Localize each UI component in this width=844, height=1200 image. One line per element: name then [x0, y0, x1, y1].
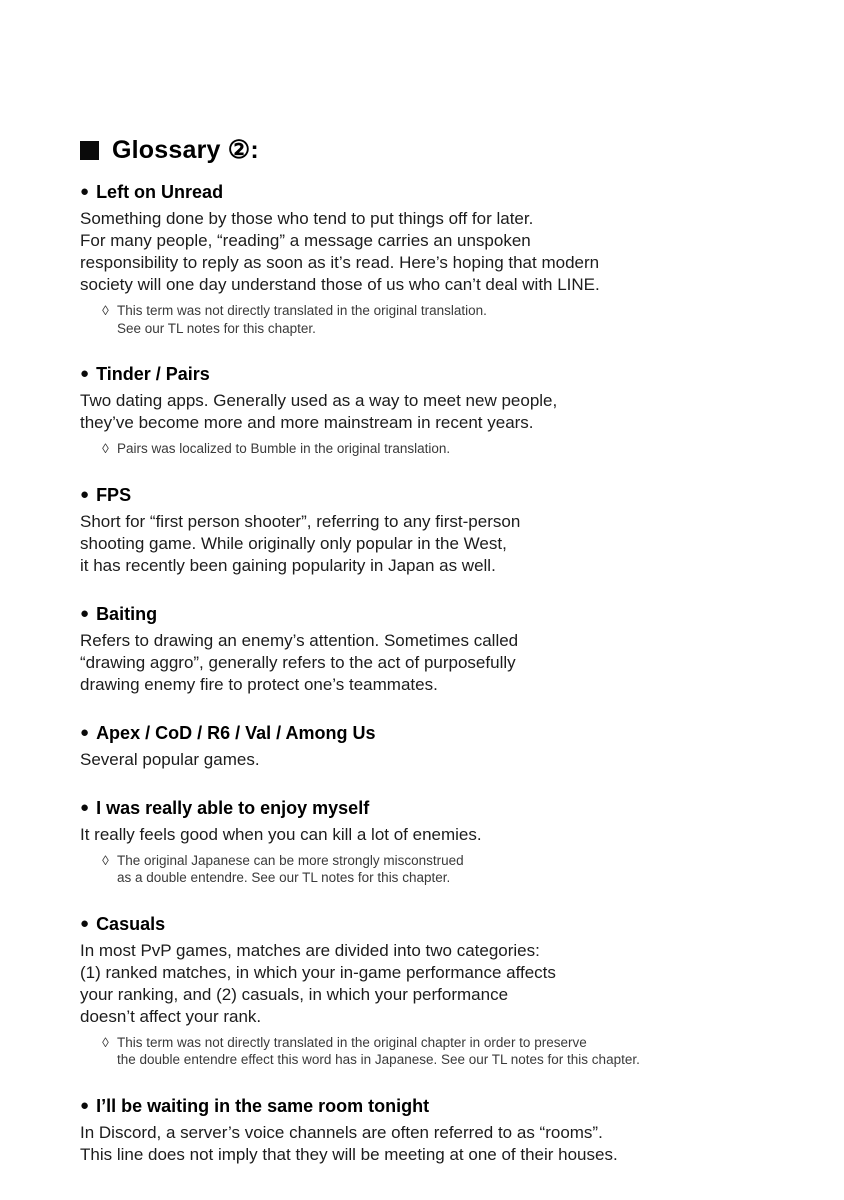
diamond-icon: ◊: [102, 1034, 109, 1050]
glossary-section-same-room-tonight: [80, 1095, 784, 1166]
circle-bullet-icon: ●: [80, 183, 90, 200]
diamond-icon: ◊: [102, 441, 109, 456]
term-label: Baiting: [96, 603, 158, 624]
term-definition: [80, 824, 784, 846]
note-line: This term was not directly translated in the original chapter in order to preserve: [117, 1034, 587, 1050]
definition-line: responsibility to reply as soon as it’s read. Here’s hoping that modern: [80, 253, 600, 272]
term-label: Apex / CoD / R6 / Val / Among Us: [96, 722, 376, 743]
note-line: See our TL notes for this chapter.: [117, 320, 316, 336]
tl-note: [100, 302, 784, 337]
square-bullet-icon: [80, 141, 99, 160]
term-label: I was really able to enjoy myself: [96, 797, 370, 818]
circle-bullet-icon: ●: [80, 723, 90, 741]
term-definition: [80, 749, 784, 771]
term-label: FPS: [96, 484, 132, 505]
note-line: as a double entendre. See our TL notes for this chapter.: [117, 870, 451, 885]
term-definition: [80, 511, 784, 577]
term-heading: [80, 603, 784, 625]
tl-note-text: [117, 302, 487, 337]
page-title-text: Glossary ②:: [112, 136, 259, 164]
term-heading: [80, 722, 784, 744]
definition-line: Two dating apps. Generally used as a way to meet new people,: [80, 391, 558, 410]
term-heading: [80, 797, 784, 819]
circle-bullet-icon: ●: [80, 485, 90, 503]
definition-line: Something done by those who tend to put things off for later.: [80, 209, 534, 228]
tl-note: [100, 440, 784, 458]
term-label: Left on Unread: [96, 182, 224, 202]
glossary-section-baiting: [80, 603, 784, 696]
circle-bullet-icon: ●: [80, 798, 90, 816]
definition-line: “drawing aggro”, generally refers to the act of purposefully: [80, 652, 516, 672]
term-definition: [80, 390, 784, 434]
definition-line: Refers to drawing an enemy’s attention. Sometimes called: [80, 630, 519, 650]
term-heading: [80, 1095, 784, 1117]
definition-line: it has recently been gaining popularity in Japan as well.: [80, 555, 496, 575]
term-heading: [80, 181, 784, 203]
term-heading: [80, 484, 784, 506]
tl-note-text: [117, 852, 464, 887]
definition-line: your ranking, and (2) casuals, in which your performance: [80, 984, 509, 1004]
term-definition: [80, 1122, 784, 1166]
definition-line: For many people, “reading” a message carries an unspoken: [80, 231, 531, 250]
definition-line: (1) ranked matches, in which your in-game performance affects: [80, 962, 556, 982]
tl-note-text: [117, 1034, 640, 1069]
page-title: [80, 136, 784, 164]
circle-bullet-icon: ●: [80, 604, 90, 622]
definition-line: Several popular games.: [80, 749, 260, 769]
definition-line: shooting game. While originally only popular in the West,: [80, 533, 507, 553]
glossary-section-left-on-unread: [80, 181, 784, 337]
tl-note-text: [117, 440, 450, 458]
circle-bullet-icon: ●: [80, 365, 90, 382]
term-heading: [80, 363, 784, 385]
note-line: Pairs was localized to Bumble in the original translation.: [117, 441, 451, 456]
definition-line: doesn’t affect your rank.: [80, 1006, 262, 1026]
term-heading: [80, 913, 784, 935]
glossary-section-enjoy-myself: [80, 797, 784, 887]
definition-line: In most PvP games, matches are divided into two categories:: [80, 940, 540, 960]
definition-line: Short for “first person shooter”, referring to any first-person: [80, 511, 521, 531]
glossary-section-apex-cod-r6-val-amongus: [80, 722, 784, 771]
diamond-icon: ◊: [102, 852, 109, 868]
note-line: The original Japanese can be more strongly misconstrued: [117, 852, 464, 868]
circle-bullet-icon: ●: [80, 914, 90, 932]
term-label: Casuals: [96, 913, 166, 934]
circle-bullet-icon: ●: [80, 1096, 90, 1114]
definition-line: they’ve become more and more mainstream in recent years.: [80, 413, 534, 432]
term-label: I’ll be waiting in the same room tonight: [96, 1095, 430, 1116]
term-definition: [80, 940, 784, 1028]
diamond-icon: ◊: [102, 303, 109, 318]
tl-note: [100, 852, 784, 887]
definition-line: In Discord, a server’s voice channels are often referred to as “rooms”.: [80, 1122, 603, 1142]
definition-line: It really feels good when you can kill a lot of enemies.: [80, 824, 482, 844]
definition-line: society will one day understand those of us who can’t deal with LINE.: [80, 275, 600, 294]
note-line: the double entendre effect this word has in Japanese. See our TL notes for this chapter.: [117, 1052, 640, 1067]
glossary-section-casuals: [80, 913, 784, 1069]
glossary-section-fps: [80, 484, 784, 577]
tl-note: [100, 1034, 784, 1069]
term-label: Tinder / Pairs: [96, 364, 210, 384]
term-definition: [80, 208, 784, 296]
glossary-section-tinder-pairs: [80, 363, 784, 458]
definition-line: drawing enemy fire to protect one’s teammates.: [80, 674, 438, 694]
definition-line: This line does not imply that they will be meeting at one of their houses.: [80, 1144, 618, 1164]
term-definition: [80, 630, 784, 696]
note-line: This term was not directly translated in the original translation.: [117, 303, 487, 318]
